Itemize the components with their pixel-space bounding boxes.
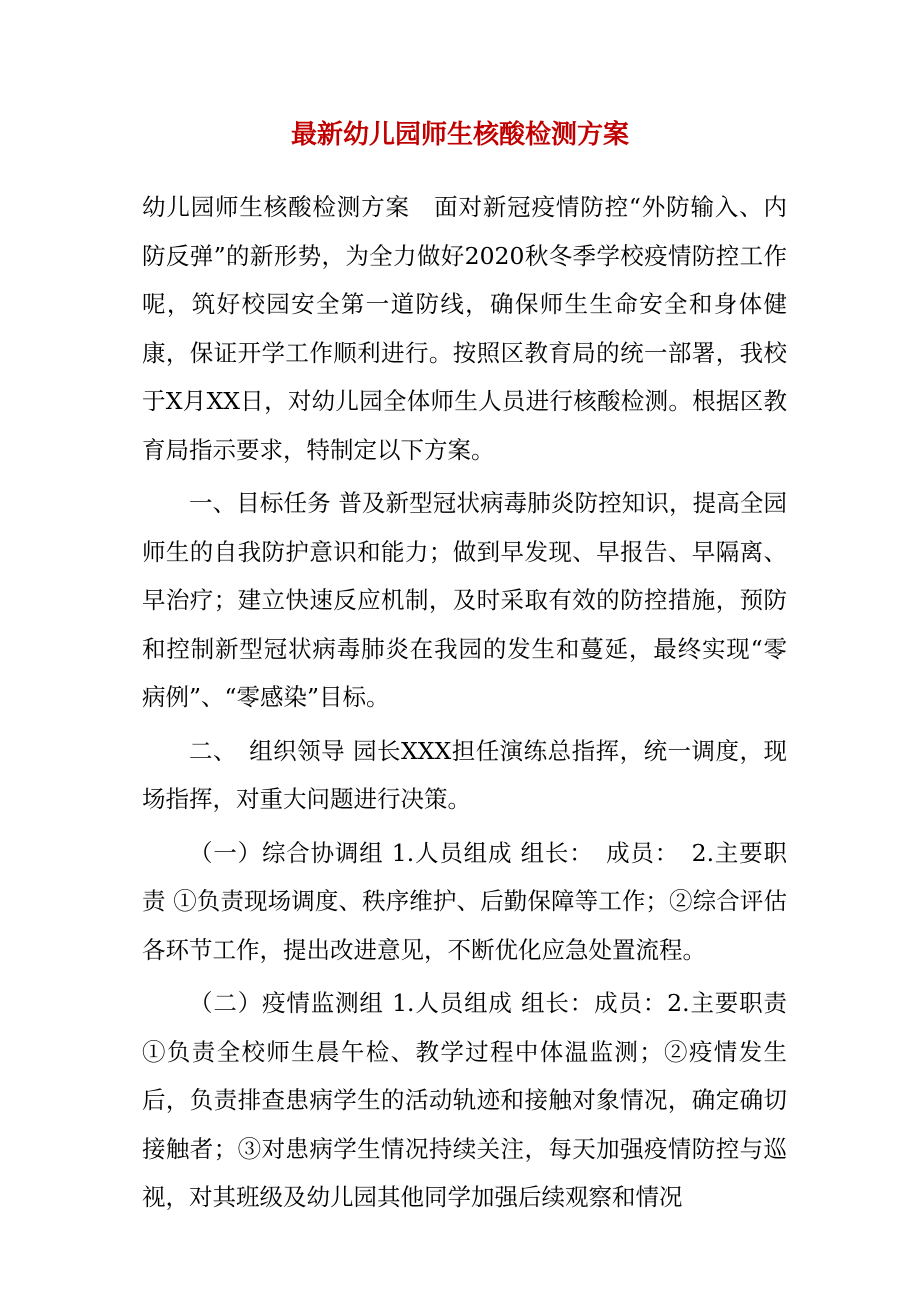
paragraph-intro: 幼儿园师生核酸检测方案 面对新冠疫情防控“外防输入、内防反弹”的新形势，为全力做好2020秋冬季学校疫情防控工作呢，筑好校园安全第一道防线，确保师生生命安全和身体健康，保证开学工作顺利进行。按照区教育局的统一部署，我校于X月XX日，对幼儿园全体师生人员进行核酸检测。根据区教育局指示要求，特制定以下方案。 [142,193,787,464]
document-body [142,183,787,1227]
paragraph-goals: 一、目标任务 普及新型冠状病毒肺炎防控知识，提高全园师生的自我防护意识和能力；做到早发现、早报告、早隔离、早治疗；建立快速反应机制，及时采取有效的防控措施，预防和控制新型冠状病毒肺炎在我园的发生和蔓延，最终实现“零病例”、“零感染”目标。 [142,489,787,711]
document-title: 最新幼儿园师生核酸检测方案 [290,120,629,150]
paragraph-monitoring-group: （二）疫情监测组 1.人员组成 组长：成员：2.主要职责 ①负责全校师生晨午检、教学过程中体温监测；②疫情发生后，负责排查患病学生的活动轨迹和接触对象情况，确定确切接触者；③对患病学生情况持续关注，每天加强疫情防控与巡视，对其班级及幼儿园其他同学加强后续观察和情况 [142,989,787,1211]
paragraph-coordination-group: （一）综合协调组 1.人员组成 组长： 成员： 2.主要职责 ①负责现场调度、秩序维护、后勤保障等工作；②综合评估各环节工作，提出改进意见，不断优化应急处置流程。 [142,838,787,964]
paragraph-leadership: 二、 组织领导 园长XXX担任演练总指挥，统一调度，现场指挥，对重大问题进行决策。 [142,736,787,813]
